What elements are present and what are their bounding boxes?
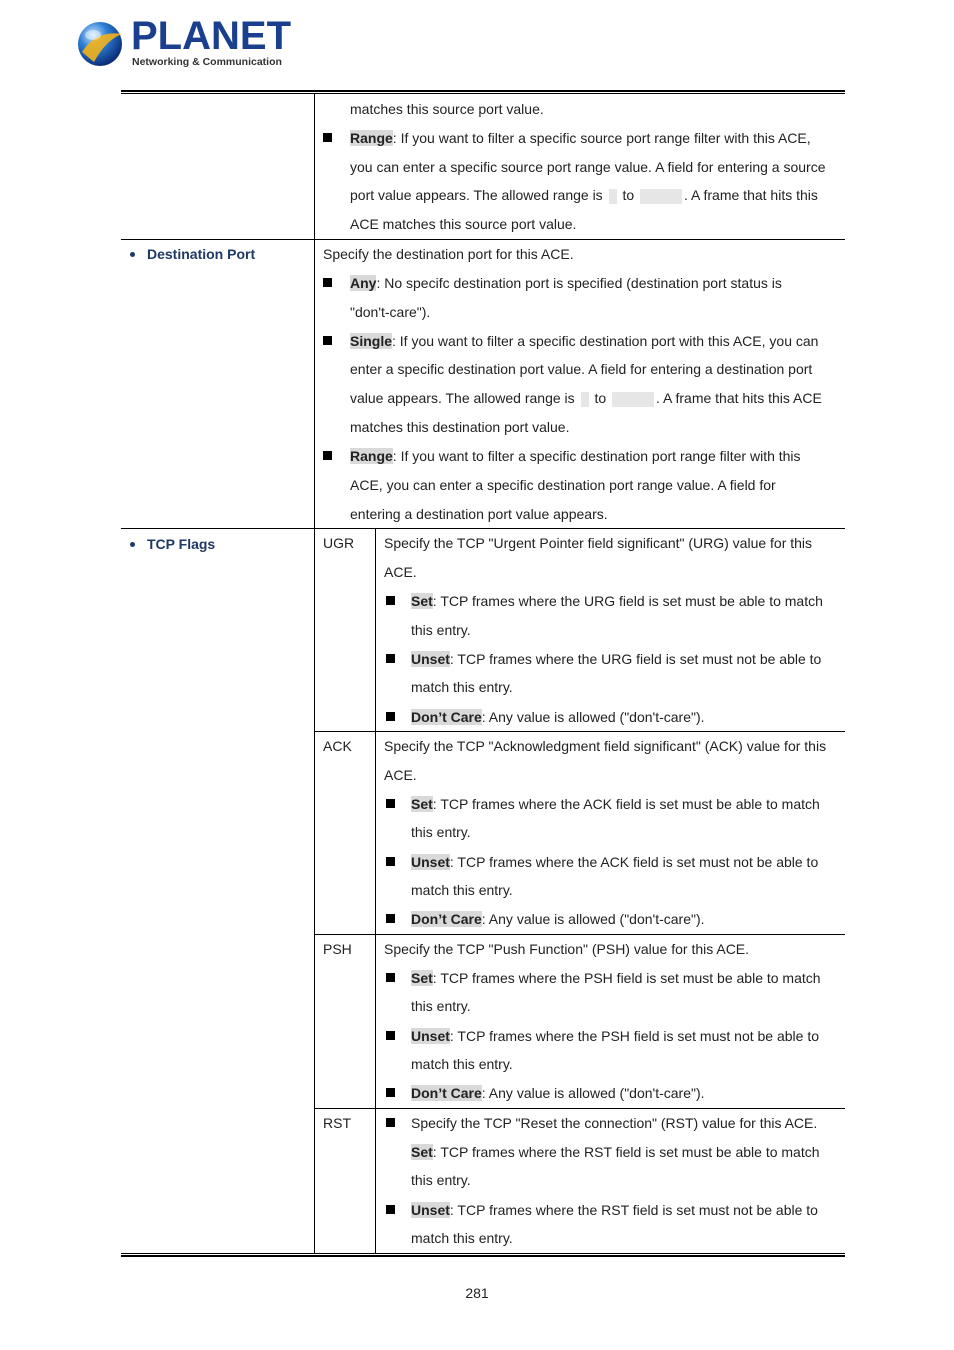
option-key: Set [411, 593, 433, 609]
option-key: Unset [411, 854, 450, 870]
text-line: ACE, you can enter a specific destination port range value. A field for [350, 477, 776, 493]
option-text: : TCP frames where the RST field is set must be able to match [432, 1144, 820, 1160]
unset-option [411, 650, 821, 668]
option-key: Range [350, 130, 393, 146]
text-line: Specify the TCP "Acknowledgment field significant" (ACK) value for this [384, 738, 827, 754]
text-line: Specify the TCP "Reset the connection" (RST) value for this ACE. [411, 1115, 818, 1131]
table-bottom-rule [121, 1253, 845, 1257]
bullet-dot-icon [130, 542, 135, 547]
text-span: port value appears. The allowed range is [350, 187, 603, 203]
option-key: Set [411, 970, 433, 986]
bullet-square-icon [323, 278, 332, 287]
option-key: Don’t Care [411, 709, 482, 725]
bullet-square-icon [386, 1118, 395, 1127]
option-key: Unset [411, 1028, 450, 1044]
text-line: match this entry. [411, 679, 513, 695]
bullet-square-icon [386, 914, 395, 923]
globe-icon [76, 18, 126, 70]
text-line: you can enter a specific source port range value. A field for entering a source [350, 159, 826, 175]
bullet-dot-icon [130, 252, 135, 257]
option-text: : TCP frames where the PSH field is set must not be able to [449, 1028, 820, 1044]
dont-care-option [411, 1084, 705, 1102]
flag-row-divider [314, 1108, 845, 1109]
set-option [411, 969, 821, 987]
text-line: this entry. [411, 622, 471, 638]
any-option [350, 274, 782, 292]
unset-option [411, 1027, 819, 1045]
option-text: : Any value is allowed ("don't-care"). [481, 911, 705, 927]
option-key: Set [411, 796, 433, 812]
bullet-square-icon [386, 712, 395, 721]
option-text: : Any value is allowed ("don't-care"). [481, 709, 705, 725]
text-line: Specify the destination port for this ACE. [323, 246, 574, 262]
bullet-square-icon [386, 799, 395, 808]
row-divider [121, 528, 845, 529]
bullet-square-icon [323, 336, 332, 345]
range-line [350, 389, 822, 407]
option-text: : TCP frames where the PSH field is set must be able to match [432, 970, 821, 986]
bullet-square-icon [386, 857, 395, 866]
range-start-field [581, 392, 589, 407]
range-end-field [640, 189, 682, 204]
unset-option [411, 853, 818, 871]
text-span: to [594, 390, 607, 406]
option-key: Any [350, 275, 377, 291]
param-destination-port: Destination Port [147, 246, 256, 262]
range-line [350, 186, 818, 204]
bullet-square-icon [386, 1031, 395, 1040]
option-text: : If you want to filter a specific destination port with this ACE, you can [392, 333, 819, 349]
range-start-field [609, 189, 617, 204]
flag-row-divider [314, 731, 845, 732]
text-line: ACE matches this source port value. [350, 216, 577, 232]
unset-option [411, 1201, 818, 1219]
option-text: : If you want to filter a specific source port range filter with this ACE, [392, 130, 811, 146]
option-key: Set [411, 1144, 433, 1160]
text-line: matches this source port value. [350, 101, 544, 117]
range-option [350, 129, 811, 147]
single-option [350, 332, 818, 350]
flag-column-divider [375, 529, 376, 1253]
text-line: match this entry. [411, 882, 513, 898]
text-line: this entry. [411, 824, 471, 840]
option-key: Don’t Care [411, 1085, 482, 1101]
option-key: Single [350, 333, 393, 349]
flag-name-psh: PSH [323, 941, 352, 957]
set-option [411, 795, 820, 813]
flag-name-rst: RST [323, 1115, 351, 1131]
set-option [411, 592, 823, 610]
text-line: ACE. [384, 564, 417, 580]
text-line: Specify the TCP "Urgent Pointer field significant" (URG) value for this [384, 535, 813, 551]
bullet-square-icon [386, 973, 395, 982]
text-line: "don't-care"). [350, 304, 431, 320]
option-text: : TCP frames where the ACK field is set must not be able to [449, 854, 819, 870]
range-option [350, 447, 801, 465]
bullet-square-icon [386, 596, 395, 605]
text-span: . A frame that hits this ACE [656, 390, 822, 406]
option-key: Unset [411, 1202, 450, 1218]
text-span: to [622, 187, 635, 203]
flag-name-urg: UGR [323, 535, 355, 551]
flag-name-ack: ACK [323, 738, 352, 754]
text-line: enter a specific destination port value. A field for entering a destination port [350, 361, 813, 377]
bullet-square-icon [323, 133, 332, 142]
text-line: matches this destination port value. [350, 419, 570, 435]
option-text: : TCP frames where the URG field is set must not be able to [449, 651, 822, 667]
dont-care-option [411, 910, 705, 928]
option-text: : If you want to filter a specific destination port range filter with this [392, 448, 801, 464]
text-line: this entry. [411, 998, 471, 1014]
bullet-square-icon [386, 1205, 395, 1214]
option-text: : TCP frames where the RST field is set must not be able to [449, 1202, 818, 1218]
planet-logo [76, 14, 291, 72]
text-span: value appears. The allowed range is [350, 390, 575, 406]
bullet-square-icon [323, 451, 332, 460]
option-key: Don’t Care [411, 911, 482, 927]
text-line: this entry. [411, 1172, 471, 1188]
text-line: ACE. [384, 767, 417, 783]
bullet-square-icon [386, 1088, 395, 1097]
brand-tagline: Networking & Communication [132, 56, 282, 68]
option-text: : TCP frames where the ACK field is set must be able to match [432, 796, 820, 812]
param-tcp-flags: TCP Flags [147, 536, 216, 552]
text-line: match this entry. [411, 1056, 513, 1072]
option-text: : Any value is allowed ("don't-care"). [481, 1085, 705, 1101]
flag-row-divider [314, 934, 845, 935]
text-line: Specify the TCP "Push Function" (PSH) value for this ACE. [384, 941, 750, 957]
brand-name: PLANET [131, 14, 291, 58]
text-line: entering a destination port value appears. [350, 506, 608, 522]
page-number: 281 [465, 1285, 489, 1301]
option-key: Unset [411, 651, 450, 667]
option-text: : TCP frames where the URG field is set must be able to match [432, 593, 823, 609]
table-top-rule [121, 90, 845, 94]
range-end-field [612, 392, 654, 407]
row-divider [121, 239, 845, 240]
option-text: : No specifc destination port is specified (destination port status is [376, 275, 782, 291]
column-divider [314, 94, 315, 1253]
bullet-square-icon [386, 654, 395, 663]
dont-care-option [411, 708, 705, 726]
set-option [411, 1143, 820, 1161]
text-line: match this entry. [411, 1230, 513, 1246]
text-span: . A frame that hits this [684, 187, 818, 203]
option-key: Range [350, 448, 393, 464]
